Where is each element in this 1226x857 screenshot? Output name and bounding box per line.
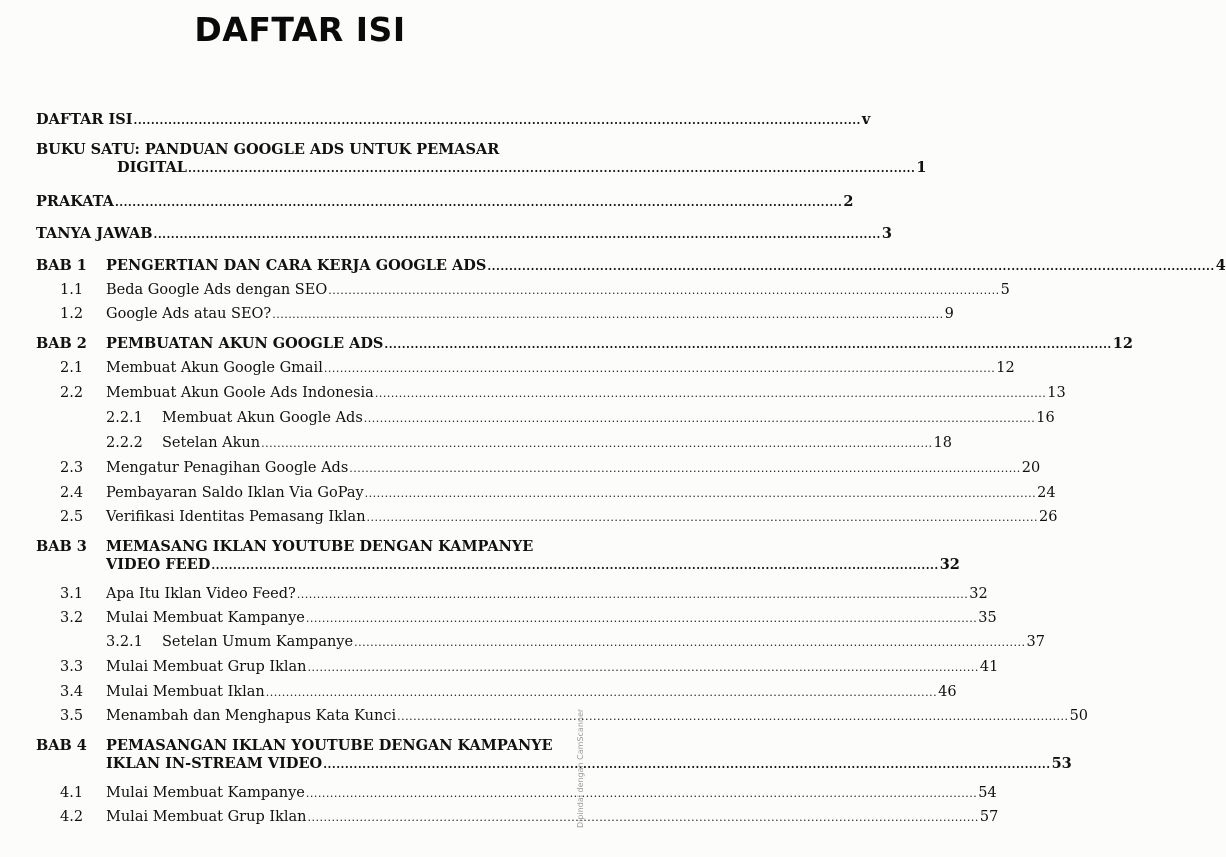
- toc-section[interactable]: [36, 281, 1010, 300]
- toc-chapter-number: BAB 4: [36, 737, 87, 754]
- toc-section-number: 2.4: [60, 485, 84, 501]
- toc-chapter[interactable]: [36, 335, 1133, 354]
- toc-chapter[interactable]: [36, 257, 1226, 276]
- toc-section-number: 1.1: [60, 282, 84, 298]
- toc-dot-leader: ........................................................................................................................................................................: [363, 412, 1036, 425]
- toc-entry-label-cont: IKLAN IN-STREAM VIDEO: [106, 755, 323, 772]
- toc-entry-page: 37: [1026, 634, 1045, 650]
- toc-entry-label: MEMASANG IKLAN YOUTUBE DENGAN KAMPANYE: [106, 538, 534, 555]
- toc-section-number: 2.5: [60, 509, 84, 525]
- toc-entry-label: Membuat Akun Google Gmail: [106, 360, 323, 376]
- toc-dot-leader: ........................................................................................................................................................................: [153, 228, 881, 241]
- toc-entry-page: 13: [1047, 385, 1066, 401]
- toc-entry-label: Pembayaran Saldo Iklan Via GoPay: [106, 485, 364, 501]
- toc-section-number: 3.3: [60, 659, 84, 675]
- toc-entry-label: BUKU SATU: PANDUAN GOOGLE ADS UNTUK PEMASAR: [36, 141, 500, 158]
- toc-section[interactable]: [36, 585, 988, 604]
- toc-section[interactable]: [36, 808, 999, 827]
- toc-section[interactable]: [36, 784, 997, 803]
- toc-section-number: 3.5: [60, 708, 84, 724]
- toc-entry-label: PEMASANGAN IKLAN YOUTUBE DENGAN KAMPANYE: [106, 737, 553, 754]
- toc-section[interactable]: [36, 609, 997, 628]
- toc-dot-leader: ........................................................................................................................................................................: [133, 114, 861, 127]
- toc-dot-leader: ........................................................................................................................................................................: [349, 462, 1021, 475]
- toc-subsection-number: 2.2.2: [106, 435, 143, 451]
- toc-dot-leader: ........................................................................................................................................................................: [374, 387, 1047, 400]
- toc-entry-label: Mulai Membuat Kampanye: [106, 785, 305, 801]
- toc-section-number: 2.1: [60, 360, 84, 376]
- toc-entry-page: 12: [1112, 335, 1133, 352]
- toc-entry-page: 41: [979, 659, 999, 675]
- toc-dot-leader: ........................................................................................................................................................................: [384, 338, 1112, 351]
- toc-entry-label: Mulai Membuat Iklan: [106, 684, 265, 700]
- toc-entry[interactable]: [36, 225, 892, 244]
- toc-section[interactable]: [36, 359, 1015, 378]
- toc-entry-page: 20: [1021, 460, 1041, 476]
- toc-entry-page: 12: [996, 360, 1015, 376]
- toc-entry-page: 5: [1000, 282, 1010, 298]
- toc-entry-label: Beda Google Ads dengan SEO: [106, 282, 328, 298]
- toc-dot-leader: ........................................................................................................................................................................: [305, 787, 978, 800]
- toc-entry-page: 24: [1037, 485, 1056, 501]
- toc-entry[interactable]: [36, 111, 871, 130]
- toc-dot-leader: ........................................................................................................................................................................: [354, 636, 1026, 649]
- toc-entry-label: Mulai Membuat Kampanye: [106, 610, 305, 626]
- toc-entry-page: 53: [1051, 755, 1072, 772]
- toc-entry-label: Membuat Akun Google Ads: [162, 410, 363, 426]
- toc-section-number: 2.2: [60, 385, 84, 401]
- toc-chapter[interactable]: [36, 538, 960, 575]
- toc-chapter-number: BAB 1: [36, 257, 87, 274]
- toc-dot-leader: ........................................................................................................................................................................: [328, 284, 1000, 297]
- toc-entry-page: 32: [939, 556, 960, 573]
- toc-entry[interactable]: [36, 193, 854, 212]
- toc-subsection[interactable]: [36, 409, 1055, 428]
- toc-dot-leader: ........................................................................................................................................................................: [307, 661, 979, 674]
- toc-entry-label: Menambah dan Menghapus Kata Kunci: [106, 708, 397, 724]
- toc-entry-label: Mulai Membuat Grup Iklan: [106, 809, 307, 825]
- toc-section-number: 3.2: [60, 610, 84, 626]
- toc-dot-leader: ........................................................................................................................................................................: [272, 308, 944, 321]
- toc-section-number: 1.2: [60, 306, 84, 322]
- toc-entry[interactable]: [36, 141, 927, 178]
- toc-section[interactable]: [36, 508, 1058, 527]
- toc-section-number: 2.3: [60, 460, 84, 476]
- toc-entry-label: DAFTAR ISI: [36, 111, 133, 128]
- toc-dot-leader: ........................................................................................................................................................................: [265, 686, 938, 699]
- toc-subsection[interactable]: [36, 633, 1045, 652]
- toc-subsection-number: 3.2.1: [106, 634, 143, 650]
- toc-subsection-number: 2.2.1: [106, 410, 143, 426]
- toc-entry-page: 1: [916, 159, 927, 176]
- toc-entry-page: 35: [978, 610, 997, 626]
- toc-entry-label-cont: VIDEO FEED: [106, 556, 211, 573]
- toc-section-number: 4.1: [60, 785, 84, 801]
- scanner-watermark: Dipindai dengan CamScanner: [576, 708, 585, 828]
- toc-entry-page: 2: [843, 193, 854, 210]
- toc-dot-leader: ........................................................................................................................................................................: [305, 612, 978, 625]
- toc-entry-page: 46: [938, 684, 957, 700]
- toc-dot-leader: ........................................................................................................................................................................: [211, 559, 939, 572]
- toc-chapter-number: BAB 2: [36, 335, 87, 352]
- toc-entry-page: 9: [944, 306, 954, 322]
- toc-entry-label-cont: DIGITAL: [117, 159, 187, 176]
- toc-entry-label: PRAKATA: [36, 193, 114, 210]
- toc-entry-label: TANYA JAWAB: [36, 225, 153, 242]
- toc-entry-label: Verifikasi Identitas Pemasang Iklan: [106, 509, 366, 525]
- toc-entry-label: PENGERTIAN DAN CARA KERJA GOOGLE ADS: [106, 257, 487, 274]
- toc-entry-label: Mulai Membuat Grup Iklan: [106, 659, 307, 675]
- toc-entry-page: v: [861, 111, 871, 128]
- toc-entry-label: Setelan Umum Kampanye: [162, 634, 354, 650]
- toc-section[interactable]: [36, 305, 954, 324]
- toc-chapter-number: BAB 3: [36, 538, 87, 555]
- toc-section[interactable]: [36, 658, 999, 677]
- toc-entry-page: 16: [1036, 410, 1055, 426]
- toc-section[interactable]: [36, 484, 1056, 503]
- page-title: DAFTAR ISI: [194, 10, 406, 49]
- toc-entry-label: Mengatur Penagihan Google Ads: [106, 460, 349, 476]
- toc-dot-leader: ........................................................................................................................................................................: [187, 162, 916, 175]
- toc-dot-leader: ........................................................................................................................................................................: [364, 487, 1037, 500]
- toc-section[interactable]: [36, 384, 1066, 403]
- toc-dot-leader: ........................................................................................................................................................................: [114, 196, 843, 209]
- toc-dot-leader: ........................................................................................................................................................................: [366, 511, 1038, 524]
- toc-section[interactable]: [36, 707, 1089, 726]
- toc-section-number: 4.2: [60, 809, 84, 825]
- toc-section-number: 3.4: [60, 684, 84, 700]
- toc-entry-label: Setelan Akun: [162, 435, 261, 451]
- toc-entry-page: 54: [978, 785, 997, 801]
- toc-entry-page: 3: [881, 225, 892, 242]
- toc-dot-leader: ........................................................................................................................................................................: [323, 362, 996, 375]
- toc-section[interactable]: [36, 459, 1041, 478]
- toc-entry-label: PEMBUATAN AKUN GOOGLE ADS: [106, 335, 384, 352]
- toc-chapter[interactable]: [36, 737, 1072, 774]
- toc-dot-leader: ........................................................................................................................................................................: [323, 758, 1051, 771]
- toc-entry-label: Google Ads atau SEO?: [106, 306, 272, 322]
- toc-dot-leader: ........................................................................................................................................................................: [487, 260, 1215, 273]
- toc-entry-page: 50: [1069, 708, 1089, 724]
- toc-dot-leader: ........................................................................................................................................................................: [296, 588, 969, 601]
- toc-entry-label: Apa Itu Iklan Video Feed?: [106, 586, 296, 602]
- toc-dot-leader: ........................................................................................................................................................................: [307, 811, 979, 824]
- toc-subsection[interactable]: [36, 434, 952, 453]
- toc-dot-leader: ........................................................................................................................................................................: [397, 710, 1069, 723]
- toc-dot-leader: ........................................................................................................................................................................: [261, 437, 933, 450]
- toc-entry-page: 26: [1038, 509, 1058, 525]
- toc-entry-page: 57: [979, 809, 999, 825]
- toc-entry-label: Membuat Akun Goole Ads Indonesia: [106, 385, 374, 401]
- toc-entry-page: 4: [1215, 257, 1226, 274]
- toc-entry-page: 32: [969, 586, 988, 602]
- toc-section[interactable]: [36, 683, 957, 702]
- toc-entry-page: 18: [933, 435, 952, 451]
- toc-section-number: 3.1: [60, 586, 84, 602]
